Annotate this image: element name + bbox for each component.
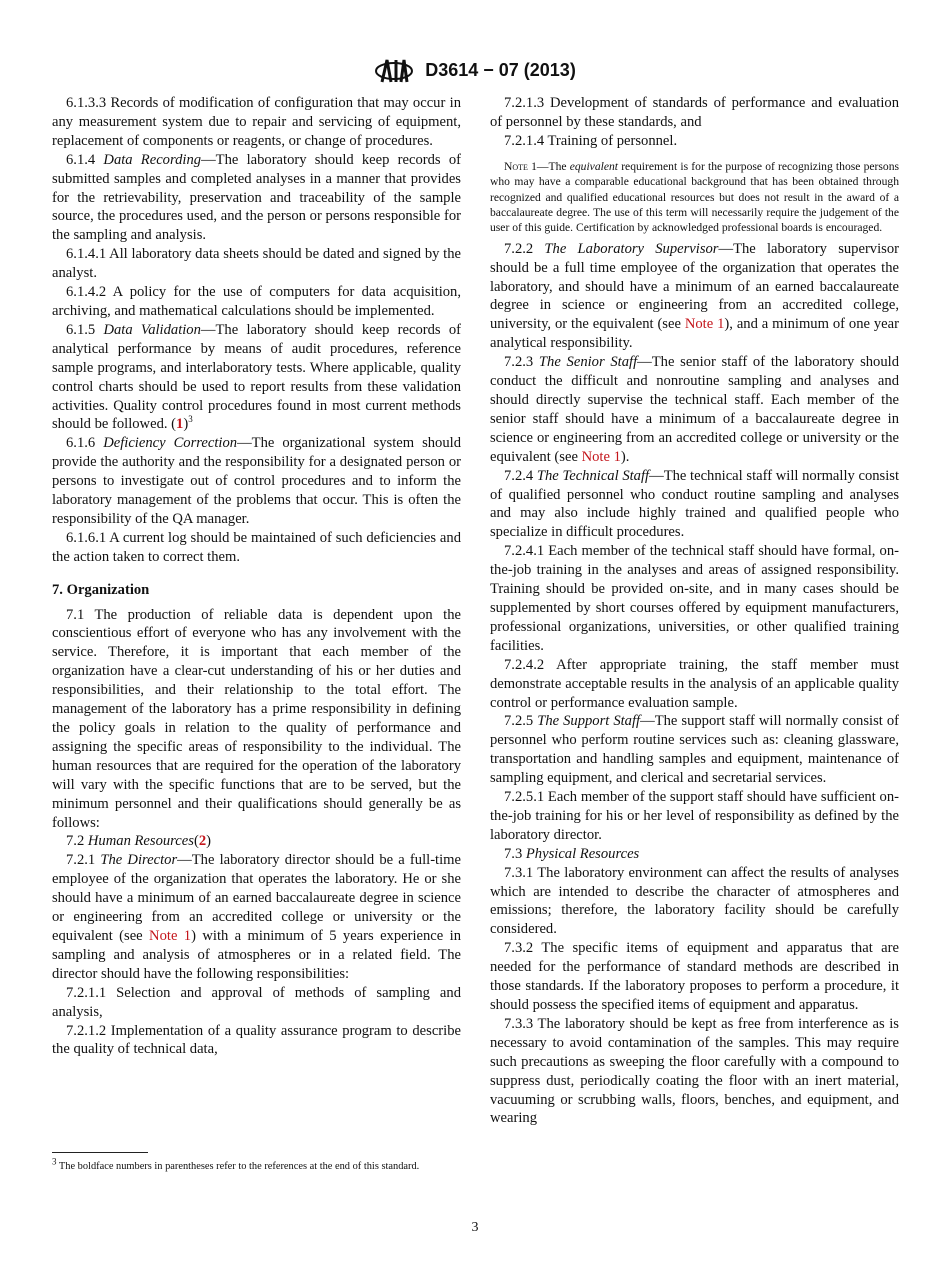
paragraph: [52, 1022, 461, 1060]
text-segment: —The laboratory director should be a full-time employee of the organization that operates the laboratory. He or she should have a minimum of an earned baccalaureate degree in science or engineering from an accredited college or university or the equivalent (see: [52, 852, 461, 944]
note-link[interactable]: Note 1: [581, 448, 621, 465]
text-segment: ).: [620, 448, 630, 465]
paragraph: [490, 845, 899, 864]
left-column: [52, 94, 461, 1059]
standard-designation: D3614 − 07 (2013): [425, 59, 576, 80]
text-segment: 6.1.4.2 A policy for the use of computers for data acquisition, archiving, and mathematical calculations should be implemented.: [52, 284, 461, 319]
italic-title: Human Resources: [87, 833, 194, 850]
text-segment: 7.2.1.1 Selection and approval of methods of sampling and analysis,: [52, 984, 461, 1020]
paragraph: [490, 132, 899, 151]
paragraph: [52, 434, 461, 529]
text-segment: 7.2.4.2 After appropriate training, the staff member must demonstrate acceptable results in the analysis of an applicable quality control or performance evaluation sample.: [490, 656, 899, 711]
text-segment: 6.1.5: [66, 321, 104, 338]
text-segment: 7.3.2 The specific items of equipment and apparatus that are needed for the performance of standard methods are described in those standards. If the laboratory proposes to perform a procedure, it should possess the specified items of equipment and apparatus.: [490, 940, 899, 1013]
text-segment: 7.3.3 The laboratory should be kept as free from interference as is necessary to avoid contamination of the samples. This may require such precautions as sweeping the floor carefully with a compound to suppress dust, periodically coating the floor with an inert material, vacuuming or scrubbing walls, floors, benches, and equipment, and wearing: [490, 1015, 899, 1127]
paragraph: [490, 94, 899, 132]
text-segment: 7.2.4.1 Each member of the technical staff should have formal, on-the-job training in the analyses and areas of assigned responsibility. Training should be provided on-site, and in many cases should be supplemented by short courses offered by equipment manufacturers, professional organizations, universities, or other qualified training facilities.: [490, 543, 899, 654]
text-segment: 7.2.1.3 Development of standards of performance and evaluation of personnel by these standards, and: [490, 95, 899, 130]
footnote: [52, 1156, 461, 1174]
text-segment: ), and a minimum of one year analytical responsibility.: [490, 316, 899, 352]
text-segment: 7.2.5.1 Each member of the support staff should have sufficient on-the-job training for his or her level of responsibility as defined by the laboratory director.: [490, 789, 899, 843]
right-column: [490, 94, 899, 1128]
paragraph: [52, 529, 461, 567]
text-segment: ): [183, 416, 189, 433]
text-segment: —The organizational system should provide the authority and the responsibility for a designated person or persons to investigate out of control procedures and to inform the laboratory management of the problems that occur. This is often the responsibility of the QA manager.: [52, 435, 461, 527]
footnote-text: The boldface numbers in parentheses refer to the references at the end of this standard.: [56, 1161, 420, 1172]
section-heading: 7. Organization: [52, 581, 150, 598]
text-segment: —The laboratory supervisor should be a full time employee of the organization that operates the laboratory, and should have a minimum of an earned baccalaureate degree in science or engineering from an accredited college, university, or the equivalent (see: [490, 240, 899, 333]
paragraph: [490, 542, 899, 655]
italic-title: equivalent: [569, 159, 619, 173]
paragraph: [52, 851, 461, 983]
text-segment: 7.2.5: [504, 713, 538, 730]
text-segment: 7.2.2: [504, 240, 545, 257]
italic-title: The Director: [100, 852, 178, 869]
text-segment: 6.1.4: [66, 151, 104, 168]
text-segment: 7.3.1 The laboratory environment can affect the results of analyses which are intended to describe the character of atmospheres and emissions; therefore, the laboratory facility should be carefully considered.: [490, 864, 899, 938]
page-header: [0, 56, 950, 86]
paragraph: [490, 712, 899, 788]
paragraph: [490, 240, 899, 353]
astm-logo-icon: [374, 56, 414, 86]
text-segment: requirement is for the purpose of recognizing those persons who may have a comparable educational background that has been obtained through recognized and qualified educational resources but does not result in the award of a baccalaureate degree. The use of this term will necessarily require the judgement of the user of this guide. Certification by acknowledged professional boards is encouraged.: [490, 159, 900, 235]
italic-title: The Support Staff: [537, 713, 641, 730]
footnote-divider: [52, 1152, 148, 1153]
note-paragraph: [490, 159, 899, 236]
text-segment: 1—The: [527, 159, 570, 173]
text-segment: 7.2.1: [66, 852, 101, 869]
page-number: 3: [471, 1220, 479, 1235]
text-segment: 6.1.6.1 A current log should be maintained of such deficiencies and the action taken to correct them.: [52, 529, 461, 565]
text-segment: 6.1.6: [66, 435, 104, 452]
paragraph: [52, 283, 461, 321]
note-link[interactable]: Note 1: [684, 316, 725, 333]
paragraph: [490, 939, 899, 1015]
paragraph: [52, 151, 461, 246]
text-segment: —The senior staff of the laboratory should conduct the difficult and nonroutine sampling and analyses and should directly supervise the technical staff. Each member of the senior staff should have a minimum of a baccalaureate degree in science or engineering from an accredited college or university or the equivalent (see: [490, 354, 899, 465]
paragraph: [490, 467, 899, 543]
italic-title: The Laboratory Supervisor: [544, 240, 719, 257]
text-segment: —The laboratory should keep records of analytical performance by means of audit procedures, reference sample programs, and interlaboratory tests. Where applicable, quality control charts should be used to report results from these validation activities. Quality control procedures found in most current methods should be followed. (: [52, 321, 462, 433]
paragraph: [490, 788, 899, 845]
italic-title: The Technical Staff: [536, 467, 650, 484]
text-segment: 7.3: [504, 845, 526, 862]
text-segment: —The technical staff will normally consist of qualified personnel who conduct routine sampling and analyses and may also include highly trained and qualified people who specialize in difficult procedures.: [490, 467, 900, 541]
paragraph: [490, 656, 899, 713]
text-segment: —The laboratory should keep records of submitted samples and completed analyses in a manner that provides for the retrievability, preservation and traceability of the sample source, the procedures used, and the person or persons responsible for the sampling and analysis.: [52, 151, 461, 244]
paragraph: [490, 864, 899, 940]
text-segment: 7.2.1.4 Training of personnel.: [504, 132, 678, 149]
paragraph: [52, 832, 461, 851]
paragraph: [52, 984, 461, 1022]
text-segment: ) with a minimum of 5 years experience in sampling and analysis of atmospheres or in a related field. The director should have the following responsibilities:: [52, 927, 461, 982]
text-segment: 7.2.4: [504, 467, 537, 484]
text-segment: 7.1 The production of reliable data is dependent upon the conscientious effort of everyone who has any involvement with the service. Therefore, it is important that each member of the organization have a clear-cut understanding of his or her duties and responsibilities, and their relationship to the total effort. The management of the laboratory has a prime responsibility in defining the policy goals in relation to the quality of performance and assigning the specific areas of responsibility to the individual. The human resources that are required for the operation of the laboratory will vary with the specific functions that are to be served, but the minimum personnel and their qualifications should generally be as follows:: [52, 606, 461, 831]
text-segment: 7.2.1.2 Implementation of a quality assurance program to describe the quality of technical data,: [52, 1022, 461, 1058]
italic-title: Physical Resources: [525, 845, 640, 862]
note-link[interactable]: Note 1: [149, 927, 192, 944]
paragraph: [52, 606, 461, 833]
text-segment: —The support staff will normally consist of personnel who perform routine services such as: cleaning glassware, transportation and handling samples and equipment, maintenance of sampling equipment, and clerical and secretarial services.: [490, 713, 899, 787]
footnote-ref: 3: [188, 414, 193, 425]
text-segment: 6.1.4.1 All laboratory data sheets should be dated and signed by the analyst.: [52, 246, 461, 282]
paragraph: [52, 94, 461, 151]
paragraph: [52, 245, 461, 283]
text-segment: 6.1.3.3 Records of modification of configuration that may occur in any measurement system due to repair and servicing of equipment, replacement of components or reagents, or change of procedures.: [52, 95, 461, 149]
italic-title: Data Validation: [103, 321, 201, 338]
text-segment: ): [206, 833, 211, 850]
note-label: Note: [504, 159, 528, 173]
reference-link[interactable]: 2: [198, 833, 207, 850]
paragraph: [490, 1015, 899, 1128]
text-segment: (: [193, 833, 199, 850]
italic-title: Deficiency Correction: [103, 435, 238, 452]
text-segment: 7.2: [66, 833, 88, 850]
italic-title: The Senior Staff: [538, 354, 638, 371]
reference-link[interactable]: 1: [176, 416, 184, 433]
italic-title: Data Recording: [103, 151, 202, 168]
footnote-mark: 3: [52, 1156, 57, 1167]
text-segment: 7.2.3: [504, 354, 539, 371]
paragraph: [490, 353, 899, 466]
paragraph: [52, 321, 461, 434]
